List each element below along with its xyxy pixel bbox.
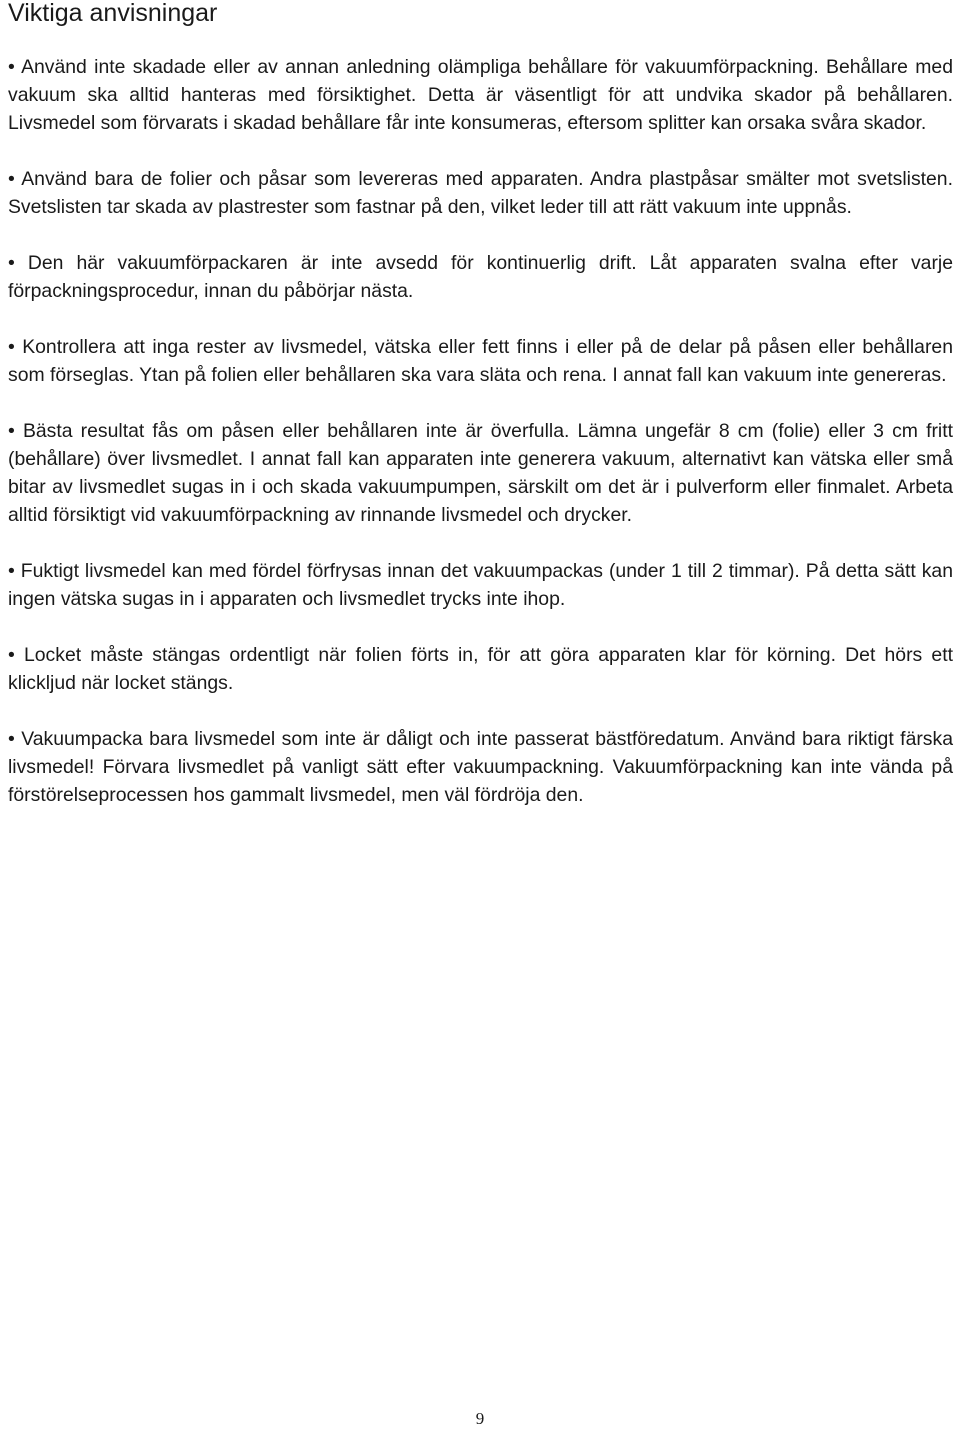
instruction-paragraph-3 — [8, 249, 953, 305]
instruction-text: Använd inte skadade eller av annan anledning olämpliga behållare för vakuumförpackning. Behållare med vakuum ska alltid hanteras med försiktighet. Detta är väsentligt för att undvika skador på behållaren. Livsmedel som förvarats i skadad behållare får inte konsumeras, eftersom splitter kan orsaka svåra skador. — [8, 56, 954, 134]
instruction-paragraph-2 — [8, 165, 953, 221]
instruction-text: Kontrollera att inga rester av livsmedel, vätska eller fett finns i eller på de delar på påsen eller behållaren som förseglas. Ytan på folien eller behållaren ska vara släta och rena. I annat fall kan vakuum inte genereras. — [8, 336, 953, 386]
instruction-paragraph-7 — [8, 641, 953, 697]
bullet-icon: • — [8, 420, 15, 442]
bullet-icon: • — [8, 168, 15, 190]
instruction-text: Bästa resultat fås om påsen eller behållaren inte är överfulla. Lämna ungefär 8 cm (folie) eller 3 cm fritt (behållare) över livsmedlet. I annat fall kan apparaten inte generera vakuum, alternativt kan vätska eller små bitar av livsmedlet sugas in i och skada vakuumpumpen, särskilt om det är i pulverform eller finmalet. Arbeta alltid försiktigt vid vakuumförpackning av rinnande livsmedel och drycker. — [8, 420, 953, 526]
bullet-icon: • — [8, 728, 15, 750]
instruction-text: Fuktigt livsmedel kan med fördel förfrysas innan det vakuumpackas (under 1 till 2 timmar). På detta sätt kan ingen vätska sugas in i apparaten och livsmedlet trycks inte ihop. — [8, 560, 954, 610]
instruction-paragraph-8 — [8, 725, 953, 809]
bullet-icon: • — [8, 336, 15, 358]
bullet-icon: • — [8, 644, 15, 666]
instruction-paragraph-6 — [8, 557, 953, 613]
instruction-paragraph-4 — [8, 333, 953, 389]
instruction-text: Den här vakuumförpackaren är inte avsedd för kontinuerlig drift. Låt apparaten svalna efter varje förpackningsprocedur, innan du påbörjar nästa. — [8, 252, 953, 302]
bullet-icon: • — [8, 56, 15, 78]
instruction-paragraph-5 — [8, 417, 953, 529]
instruction-text: Locket måste stängas ordentligt när folien förts in, för att göra apparaten klar för körning. Det hörs ett klickljud när locket stängs. — [8, 644, 953, 694]
page-number: 9 — [475, 1409, 485, 1428]
instruction-text: Vakuumpacka bara livsmedel som inte är dåligt och inte passerat bästföredatum. Använd bara riktigt färska livsmedel! Förvara livsmedlet på vanligt sätt efter vakuumpackning. Vakuumförpackning kan inte vända på förstörelseprocessen hos gammalt livsmedel, men väl fördröja den. — [8, 728, 953, 806]
bullet-icon: • — [8, 252, 15, 274]
page-title: Viktiga anvisningar — [8, 0, 218, 27]
bullet-icon: • — [8, 560, 15, 582]
instructions-list — [8, 53, 953, 837]
instruction-paragraph-1 — [8, 53, 953, 137]
instruction-text: Använd bara de folier och påsar som levereras med apparaten. Andra plastpåsar smälter mot svetslisten. Svetslisten tar skada av plastrester som fastnar på den, vilket leder till att rätt vakuum inte uppnås. — [8, 168, 953, 218]
